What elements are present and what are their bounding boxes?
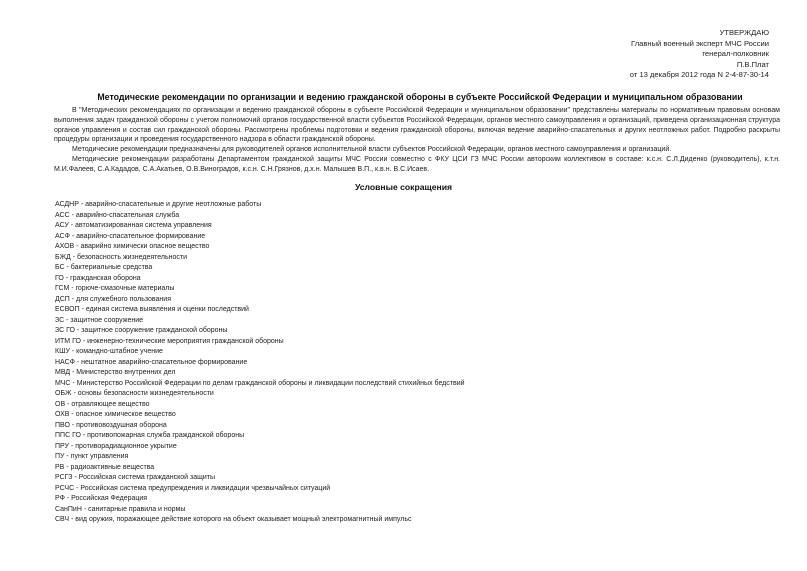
abbreviation-item: АСФ - аварийно-спасательное формирование	[55, 232, 206, 240]
abbreviation-item: МВД - Министерство внутренних дел	[55, 369, 176, 376]
abbreviation-item: РСЧС - Российская система предупреждения и ликвидации чрезвычайных ситуаций	[55, 484, 331, 492]
intro-section	[54, 106, 780, 175]
abbreviation-item: АСДНР - аварийно-спасательные и другие неотложные работы	[55, 201, 262, 208]
abbreviation-item: БС - бактериальные средства	[55, 264, 153, 271]
abbreviation-item: ЗС - защитное сооружение	[55, 316, 144, 324]
document-title: Методические рекомендации по организации и ведению гражданской обороны в субъекте Российской Федерации и муниципальном образовании	[97, 92, 743, 102]
abbreviation-item: ЗС ГО - защитное сооружение гражданской обороны	[55, 327, 228, 334]
abbreviation-item: ГСМ - горюче-смазочные материалы	[55, 285, 175, 292]
approver-rank: генерал-полковник	[702, 49, 769, 58]
abbreviation-item: ПВО - противовоздушная оборона	[55, 421, 167, 429]
abbreviation-item: КШУ - командно-штабное учение	[55, 348, 163, 355]
abbreviations-title: Условные сокращения	[354, 182, 453, 192]
abbreviation-item: БЖД - безопасность жизнедеятельности	[55, 253, 188, 261]
abbreviation-item: ОХВ - опасное химическое вещество	[55, 411, 176, 418]
abbreviation-item: ИТМ ГО - инженерно-технические мероприятия гражданской обороны	[55, 337, 284, 345]
abbreviation-item: АСС - аварийно-спасательная служба	[55, 211, 180, 219]
abbreviation-item: СанПиН - санитарные правила и нормы	[55, 505, 186, 513]
abbreviation-item: РФ - Российская Федерация	[55, 495, 148, 502]
abbreviation-item: РСГЗ - Российская система гражданской защиты	[55, 474, 215, 481]
abbreviation-item: РВ - радиоактивные вещества	[55, 463, 155, 471]
approval-stamp: УТВЕРЖДАЮ	[719, 28, 769, 37]
abbreviation-item: ППС ГО - противопожарная служба гражданской обороны	[55, 432, 245, 439]
abbreviation-item: АСУ - автоматизированная система управления	[55, 222, 212, 229]
abbreviation-item: ОВ - отравляющее вещество	[55, 400, 150, 408]
intro-paragraph: В "Методических рекомендациях по организации и ведению гражданской обороны в субъекте Российской Федерации и муниципальном образовании" представлены материалы по нормативным правовым основам выполнения задач гражданской обороны с учетом полномочий органов государственной власти субъектов Российской Федерации, органов местного самоуправления и организаций, приведена организационная структура органов управления и состав сил гражданской обороны. Рассмотрены проблемы подготовки и ведения гражданской обороны, включая ведение аварийно-спасательных и других неотложных работ. Подробно раскрыты процедуры организации и проведения государственного надзора в области гражданской обороны.	[54, 107, 780, 144]
approver-position: Главный военный эксперт МЧС России	[631, 38, 769, 48]
abbreviation-item: ПРУ - противорадиационное укрытие	[55, 442, 177, 450]
abbreviation-item: ПУ - пункт управления	[55, 453, 129, 460]
abbreviation-item: МЧС - Министерство Российской Федерации по делам гражданской обороны и ликвидации последствий стихийных бедствий	[55, 379, 465, 387]
intro-paragraph: Методические рекомендации предназначены для руководителей органов исполнительной власти субъектов Российской Федерации, органов местного самоуправления и организаций.	[72, 146, 672, 154]
abbreviations-list	[55, 200, 795, 526]
approver-name: П.В.Плат	[736, 59, 769, 69]
approval-block	[630, 28, 769, 81]
abbreviation-item: АХОВ - аварийно химически опасное вещество	[55, 243, 210, 250]
abbreviation-item: ДСП - для служебного пользования	[55, 295, 172, 303]
abbreviation-item: СВЧ - вид оружия, поражающее действие которого на объект оказывает мощный электромагнитный импульс	[55, 516, 412, 523]
abbreviation-item: ГО - гражданская оборона	[55, 274, 141, 282]
intro-paragraph: Методические рекомендации разработаны Департаментом гражданской защиты МЧС России совместно с ФКУ ЦСИ ГЗ МЧС России авторским коллективом в составе: к.с.н. С.Л.Диденко (руководитель), к.т.н. М.И.Фалеев, С.А.Кададов, С.А.Акатьев, О.В.Виноградов, к.с.н. С.Н.Грязнов, д.х.н. Малышев В.П., к.в.н. В.С.Исаев.	[54, 155, 780, 173]
abbreviation-item: ЕСВОП - единая система выявления и оценки последствий	[55, 306, 249, 313]
approval-date: от 13 декабря 2012 года N 2-4-87-30-14	[629, 70, 769, 79]
abbreviation-item: НАСФ - нештатное аварийно-спасательное формирование	[55, 358, 248, 366]
abbreviation-item: ОБЖ - основы безопасности жизнедеятельности	[55, 390, 214, 397]
